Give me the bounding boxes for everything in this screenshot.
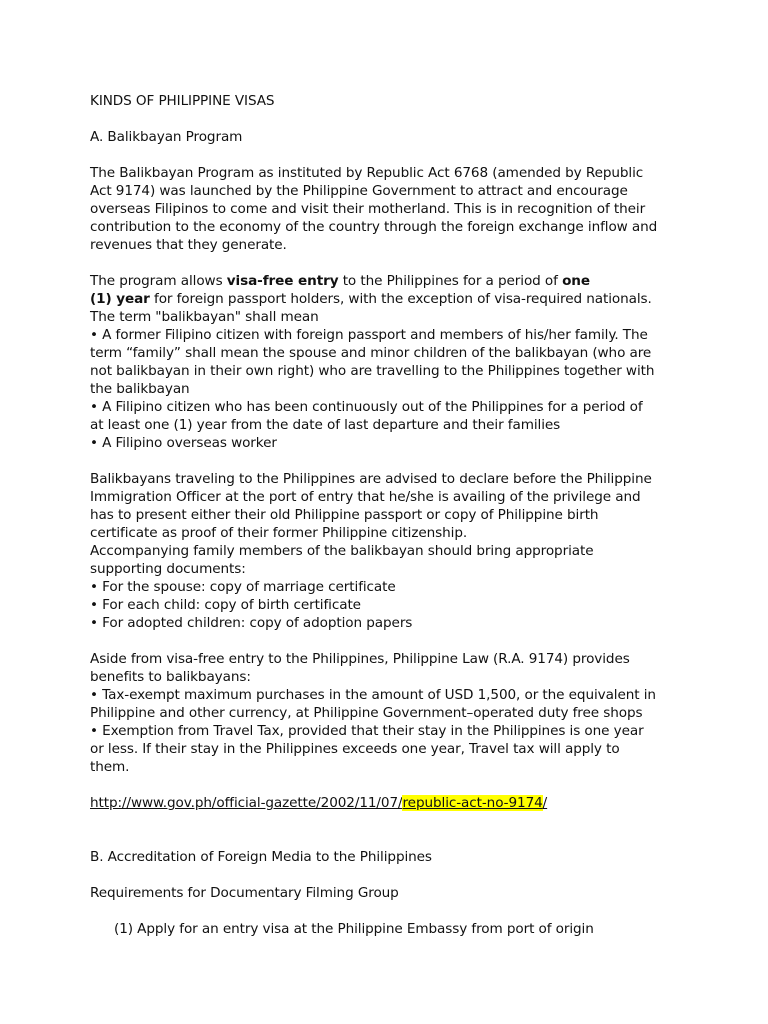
text-line: Aside from visa-free entry to the Philippines, Philippine Law (R.A. 9174) provides: [90, 651, 630, 667]
bold-one-year: (1) year: [90, 291, 150, 307]
text-line: Act 9174) was launched by the Philippine Government to attract and encourage: [90, 183, 628, 199]
bullet-line: • A Filipino citizen who has been continuously out of the Philippines for a period of: [90, 399, 643, 415]
gazette-link[interactable]: http://www.gov.ph/official-gazette/2002/11/07/republic-act-no-9174/: [90, 795, 548, 811]
text-line: Immigration Officer at the port of entry that he/she is availing of the privilege and: [90, 489, 641, 505]
document-title: KINDS OF PHILIPPINE VISAS: [90, 93, 275, 109]
program-paragraph: [90, 272, 690, 452]
benefits-paragraph: [90, 650, 690, 776]
spacer: [90, 830, 690, 848]
text-line: term “family” shall mean the spouse and minor children of the balikbayan (who are: [90, 345, 652, 361]
text-line: contribution to the economy of the country through the foreign exchange inflow and: [90, 219, 658, 235]
bullet-line: • For adopted children: copy of adoption papers: [90, 615, 413, 631]
declaration-paragraph: [90, 470, 690, 632]
text-line: them.: [90, 759, 130, 775]
section-b-subheading: Requirements for Documentary Filming Group: [90, 885, 399, 901]
text-line: benefits to balikbayans:: [90, 669, 251, 685]
requirement-item: (1) Apply for an entry visa at the Philippine Embassy from port of origin: [114, 921, 594, 937]
document-page: [90, 92, 690, 956]
text-line: revenues that they generate.: [90, 237, 287, 253]
text-line: Philippine and other currency, at Philippine Government–operated duty free shops: [90, 705, 643, 721]
text-line: The program allows visa-free entry to the Philippines for a period of one: [90, 273, 590, 289]
bold-one: one: [562, 273, 590, 289]
text-line: Accompanying family members of the balikbayan should bring appropriate: [90, 543, 594, 559]
text-line: not balikbayan in their own right) who are travelling to the Philippines together with: [90, 363, 655, 379]
bullet-line: • For each child: copy of birth certificate: [90, 597, 361, 613]
bullet-line: • For the spouse: copy of marriage certificate: [90, 579, 396, 595]
bullet-line: • A former Filipino citizen with foreign passport and members of his/her family. The: [90, 327, 648, 343]
text-line: or less. If their stay in the Philippines exceeds one year, Travel tax will apply to: [90, 741, 620, 757]
text-line: overseas Filipinos to come and visit their motherland. This is in recognition of their: [90, 201, 646, 217]
balikbayan-intro-paragraph: [90, 164, 690, 254]
highlighted-link-text: republic-act-no-9174: [402, 795, 543, 811]
text-line: at least one (1) year from the date of last departure and their families: [90, 417, 561, 433]
bullet-line: • Tax-exempt maximum purchases in the amount of USD 1,500, or the equivalent in: [90, 687, 656, 703]
text-line: (1) year for foreign passport holders, with the exception of visa-required nationals.: [90, 291, 652, 307]
gazette-link-paragraph: [90, 794, 690, 812]
section-b-heading: B. Accreditation of Foreign Media to the Philippines: [90, 849, 432, 865]
text-line: The Balikbayan Program as instituted by Republic Act 6768 (amended by Republic: [90, 165, 644, 181]
text-line: certificate as proof of their former Philippine citizenship.: [90, 525, 468, 541]
text-line: supporting documents:: [90, 561, 246, 577]
text-line: the balikbayan: [90, 381, 190, 397]
bullet-line: • Exemption from Travel Tax, provided that their stay in the Philippines is one year: [90, 723, 644, 739]
text-line: Balikbayans traveling to the Philippines are advised to declare before the Philippine: [90, 471, 652, 487]
section-a-heading: A. Balikbayan Program: [90, 129, 243, 145]
bullet-line: • A Filipino overseas worker: [90, 435, 277, 451]
bold-visa-free-entry: visa-free entry: [226, 273, 339, 289]
text-line: The term "balikbayan" shall mean: [90, 309, 319, 325]
text-line: has to present either their old Philippine passport or copy of Philippine birth: [90, 507, 599, 523]
